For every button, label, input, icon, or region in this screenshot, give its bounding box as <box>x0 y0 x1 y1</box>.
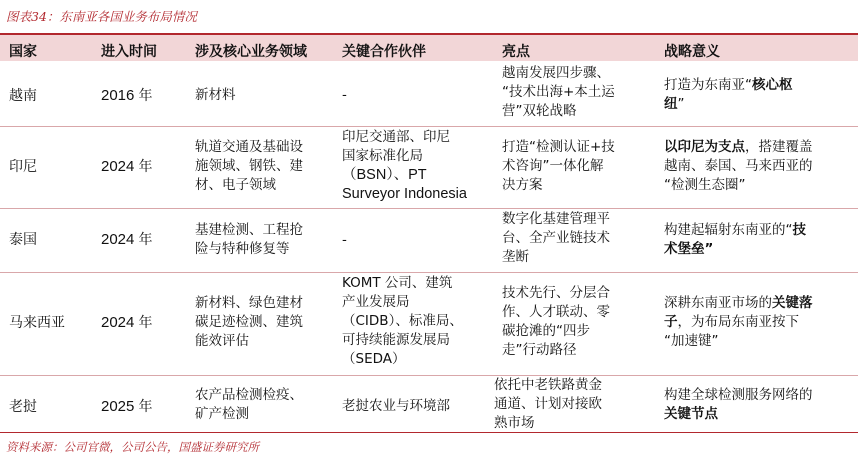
cell-strategy <box>664 138 813 195</box>
cell-year <box>101 230 153 250</box>
cell-country: 越南 <box>9 88 37 104</box>
cell-strategy <box>664 221 806 259</box>
strategy-emphasis: 关键落 子 <box>664 295 813 330</box>
strategy-text: ” <box>677 96 685 112</box>
cell-highlight: 越南发展四步骤、 “技术出海+本土运 营”双轮战略 <box>502 65 615 119</box>
year-unit: 年 <box>138 399 153 415</box>
row-divider <box>0 272 858 273</box>
cell-business: 农产品检测检疫、 矿产检测 <box>195 387 303 422</box>
strategy-emphasis: 以印尼为支点 <box>664 139 745 155</box>
table-bottom-rule <box>0 432 858 433</box>
header-partners: 关键合作伙伴 <box>342 44 426 60</box>
strategy-text: ，为布局东南亚按下 “加速键” <box>664 314 799 349</box>
cell-business: 基建检测、工程抢 险与特种修复等 <box>195 222 303 257</box>
cell-strategy <box>664 76 793 114</box>
cell-highlight: 依托中老铁路黄金 通道、计划对接欧 熟市场 <box>494 377 602 431</box>
year-unit: 年 <box>138 159 153 175</box>
cell-year <box>101 397 153 417</box>
strategy-emphasis: 核心枢 纽 <box>664 77 793 112</box>
row-divider <box>0 375 858 376</box>
cell-partners <box>342 128 467 204</box>
year-unit: 年 <box>138 232 153 248</box>
cell-highlight: 技术先行、分层合 作、人才联动、零 碳抢滩的“四步 走”行动路径 <box>502 285 610 358</box>
cell-highlight: 打造“检测认证+技 术咨询”一体化解 决方案 <box>502 139 615 193</box>
cell-partners: - <box>342 232 347 248</box>
cell-country: 老挝 <box>9 399 37 415</box>
strategy-text: 构建起辐射东南亚的“ <box>664 222 793 238</box>
row-divider <box>0 126 858 127</box>
strategy-text: 打造为东南亚“ <box>664 77 752 93</box>
cell-year <box>101 157 153 177</box>
header-strategy: 战略意义 <box>664 44 720 60</box>
strategy-emphasis: ” <box>704 241 714 257</box>
cell-country: 印尼 <box>9 159 37 175</box>
header-business: 涉及核心业务领域 <box>195 44 307 60</box>
cell-year <box>101 313 153 333</box>
year-value: 2016 <box>101 87 135 104</box>
chart-title: 图表34：东南亚各国业务布局情况 <box>6 9 197 24</box>
strategy-emphasis: 关键节点 <box>664 406 718 422</box>
cell-highlight: 数字化基建管理平 台、全产业链技术 垄断 <box>502 211 610 265</box>
cell-partners: KOMT 公司、建筑 产业发展局 （CIDB）、标准局、 可持续能源发展局 （SEDA） <box>342 275 463 367</box>
header-country: 国家 <box>9 44 37 60</box>
partners-en: （BSN）、PT Surveyor Indonesia <box>342 167 467 202</box>
cell-partners: - <box>342 87 347 103</box>
strategy-text: ，搭建覆盖 越南、泰国、马来西亚的 “检测生态圈” <box>664 139 813 193</box>
source-note: 资料来源：公司官微，公司公告，国盛证券研究所 <box>6 440 259 454</box>
cell-year <box>101 86 153 106</box>
cell-business: 新材料、绿色建材 碳足迹检测、建筑 能效评估 <box>195 295 303 349</box>
cell-country: 泰国 <box>9 232 37 248</box>
year-value: 2025 <box>101 398 135 415</box>
header-highlight: 亮点 <box>502 44 530 60</box>
cell-business: 新材料 <box>195 87 236 103</box>
cell-strategy <box>664 386 813 424</box>
year-unit: 年 <box>138 88 153 104</box>
year-unit: 年 <box>138 315 153 331</box>
cell-strategy <box>664 294 813 351</box>
header-entry-time: 进入时间 <box>101 44 157 60</box>
partners-cn: 印尼交通部、印尼 国家标准化局 <box>342 129 450 164</box>
strategy-text: 深耕东南亚市场的 <box>664 295 772 311</box>
cell-partners: 老挝农业与环境部 <box>342 398 450 414</box>
cell-country: 马来西亚 <box>9 315 65 331</box>
year-value: 2024 <box>101 231 135 248</box>
strategy-text: 构建全球检测服务网络的 <box>664 387 813 403</box>
strategy-emphasis: 技 术堡垒 <box>664 222 806 257</box>
year-value: 2024 <box>101 314 135 331</box>
year-value: 2024 <box>101 158 135 175</box>
cell-business: 轨道交通及基础设 施领域、钢铁、建 材、电子领域 <box>195 139 303 193</box>
row-divider <box>0 208 858 209</box>
